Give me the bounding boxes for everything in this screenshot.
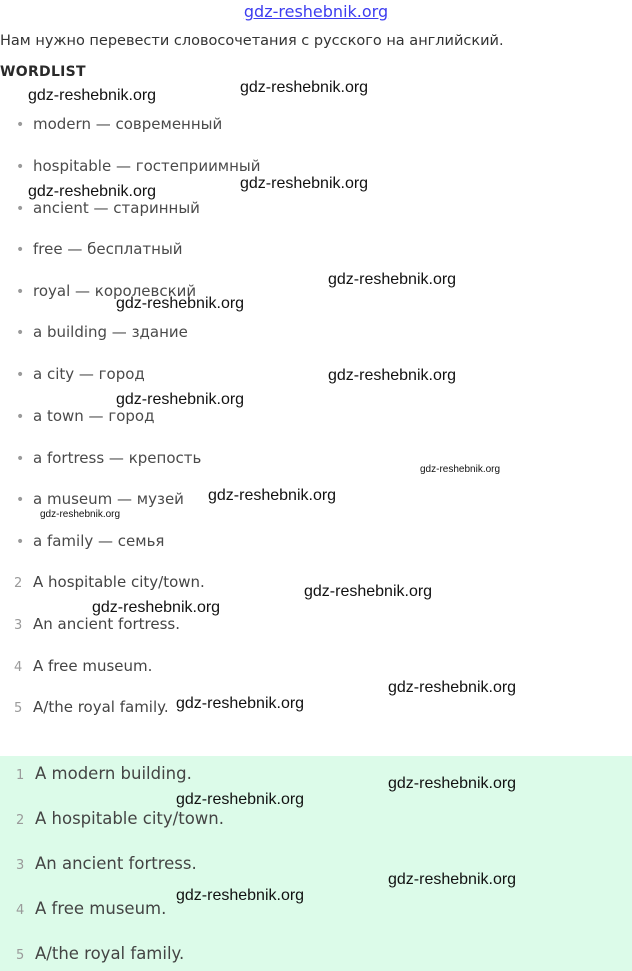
site-link[interactable]: gdz-reshebnik.org xyxy=(243,2,389,21)
watermark: gdz-reshebnik.org xyxy=(388,679,517,696)
bullet-icon: • xyxy=(16,409,25,425)
wordlist-item: • modern — современный xyxy=(16,115,223,133)
watermark: gdz-reshebnik.org xyxy=(388,775,517,792)
watermark: gdz-reshebnik.org xyxy=(28,87,157,104)
watermark: gdz-reshebnik.org xyxy=(240,175,369,192)
watermark: gdz-reshebnik.org xyxy=(388,871,517,888)
wordlist-item: • a town — город xyxy=(16,407,155,425)
wordlist-item: • ancient — старинный xyxy=(16,199,200,217)
watermark: gdz-reshebnik.org xyxy=(92,599,221,616)
bullet-icon: • xyxy=(16,367,25,383)
watermark: gdz-reshebnik.org xyxy=(240,79,369,96)
wordlist-heading: WORDLIST xyxy=(0,64,86,80)
watermark: gdz-reshebnik.org xyxy=(176,695,305,712)
watermark: gdz-reshebnik.org xyxy=(328,271,457,288)
answer-box-item: 1 A modern building. xyxy=(16,764,192,783)
wordlist-item: • a family — семья xyxy=(16,532,165,550)
bullet-icon: • xyxy=(16,284,25,300)
answer-item: 5 A/the royal family. xyxy=(14,698,169,716)
watermark: gdz-reshebnik.org xyxy=(208,487,337,504)
bullet-icon: • xyxy=(16,201,25,217)
wordlist-item: • a museum — музей xyxy=(16,490,184,508)
watermark: gdz-reshebnik.org xyxy=(40,509,121,520)
wordlist-item: • royal — королевский xyxy=(16,282,197,300)
wordlist-item: • a city — город xyxy=(16,365,145,383)
wordlist-item: • a building — здание xyxy=(16,323,188,341)
watermark: gdz-reshebnik.org xyxy=(176,887,305,904)
bullet-icon: • xyxy=(16,451,25,467)
watermark: gdz-reshebnik.org xyxy=(116,391,245,408)
watermark: gdz-reshebnik.org xyxy=(304,583,433,600)
answer-item: 3 An ancient fortress. xyxy=(14,615,181,633)
answer-item: 4 A free museum. xyxy=(14,657,153,675)
watermark: gdz-reshebnik.org xyxy=(28,183,157,200)
bullet-icon: • xyxy=(16,534,25,550)
wordlist-item: • free — бесплатный xyxy=(16,240,183,258)
answer-item: 2 A hospitable city/town. xyxy=(14,573,205,591)
wordlist-item: • hospitable — гостеприимный xyxy=(16,157,261,175)
bullet-icon: • xyxy=(16,117,25,133)
answer-box-item: 5 A/the royal family. xyxy=(16,944,185,963)
watermark: gdz-reshebnik.org xyxy=(176,791,305,808)
watermark: gdz-reshebnik.org xyxy=(420,464,501,475)
answer-box-item: 4 A free museum. xyxy=(16,899,167,918)
answer-box-item: 2 A hospitable city/town. xyxy=(16,809,224,828)
intro-text: Нам нужно перевести словосочетания с русского на английский. xyxy=(0,33,504,49)
wordlist-item: • a fortress — крепость xyxy=(16,449,202,467)
bullet-icon: • xyxy=(16,325,25,341)
answer-box-item: 3 An ancient fortress. xyxy=(16,854,197,873)
bullet-icon: • xyxy=(16,242,25,258)
watermark: gdz-reshebnik.org xyxy=(116,295,245,312)
bullet-icon: • xyxy=(16,159,25,175)
bullet-icon: • xyxy=(16,492,25,508)
watermark: gdz-reshebnik.org xyxy=(328,367,457,384)
